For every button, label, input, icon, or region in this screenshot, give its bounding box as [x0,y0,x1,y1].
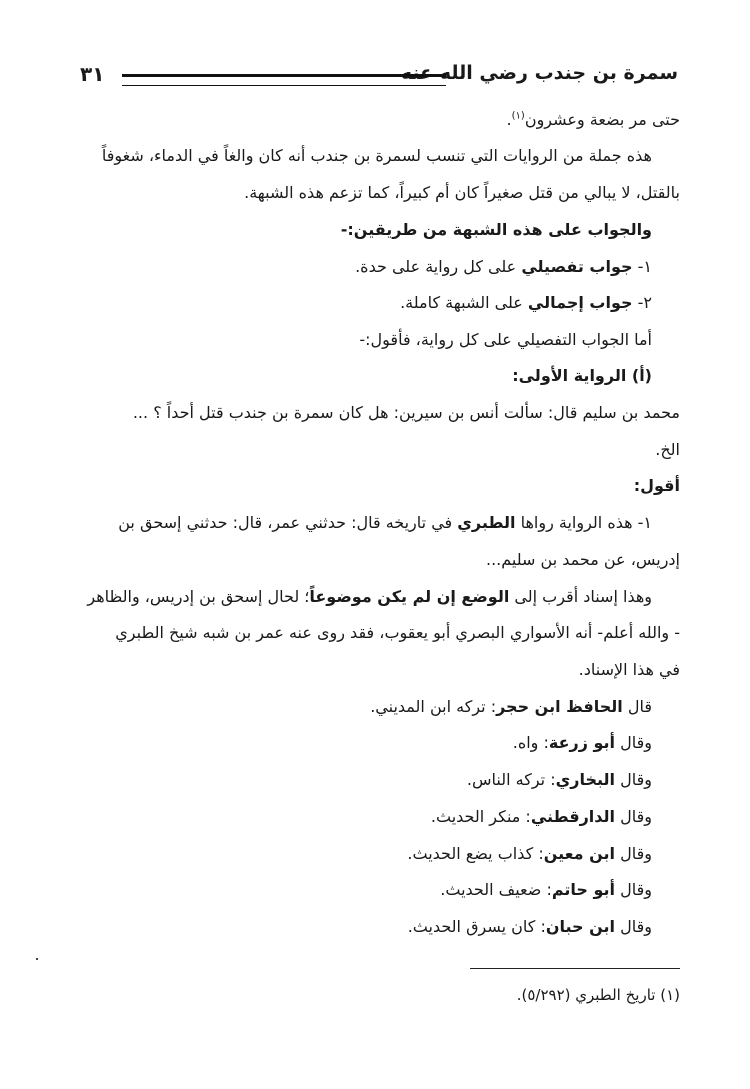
quote-line: وقال أبو حاتم: ضعيف الحديث. [440,880,652,899]
footnote: (١) تاريخ الطبري (٥/٢٩٢). [516,986,680,1004]
footnote-marker: (١) [511,110,525,122]
footnote-rule [470,968,680,969]
paragraph-line: ١- هذه الرواية رواها الطبري في تاريخه قال: حدثني عمر، قال: حدثني إسحق بن [118,513,652,532]
quote-line: وقال البخاري: تركه الناس. [466,770,652,789]
paragraph-line: في هذا الإسناد. [578,660,680,679]
paragraph-line: الخ. [655,440,680,459]
stray-mark [36,958,38,960]
quote-line: قال الحافظ ابن حجر: تركه ابن المديني. [370,697,652,716]
paragraph-line: إدريس، عن محمد بن سليم... [486,550,680,569]
section-heading: والجواب على هذه الشبهة من طريقين:- [340,220,652,239]
list-item: ١- جواب تفصيلي على كل رواية على حدة. [355,257,652,276]
page-number: ٣١ [80,62,105,86]
running-title: سمرة بن جندب رضي الله عنه [401,62,678,84]
paragraph-line: بالقتل، لا يبالي من قتل صغيراً كان أم كبيراً، كما تزعم هذه الشبهة. [244,183,680,202]
quote-line: وقال الدارقطني: منكر الحديث. [430,807,652,826]
quote-line: وقال ابن معين: كذاب يضع الحديث. [407,844,652,863]
paragraph-line: أما الجواب التفصيلي على كل رواية، فأقول:- [359,330,652,349]
quote-line: وقال ابن حبان: كان يسرق الحديث. [407,917,652,936]
paragraph-line: محمد بن سليم قال: سألت أنس بن سيرين: هل كان سمرة بن جندب قتل أحداً ؟ ... [132,403,680,422]
list-item: ٢- جواب إجمالي على الشبهة كاملة. [400,293,652,312]
paragraph-line: هذه جملة من الروايات التي تنسب لسمرة بن جندب أنه كان والغاً في الدماء، شغوفاً [101,146,652,165]
paragraph-line: وهذا إسناد أقرب إلى الوضع إن لم يكن موضوعاً؛ لحال إسحق بن إدريس، والظاهر [87,587,652,606]
section-heading: (أ) الرواية الأولى: [512,366,652,385]
paragraph-line: حتى مر بضعة وعشرون$^{(١)}$. [506,110,680,129]
section-heading: أقول: [633,476,680,495]
paragraph-line: - والله أعلم- أنه الأسواري البصري أبو يعقوب، فقد روى عنه عمر بن شبه شيخ الطبري [115,623,680,642]
page-header [80,62,678,96]
header-rule [122,74,446,86]
quote-line: وقال أبو زرعة: واه. [512,733,652,752]
